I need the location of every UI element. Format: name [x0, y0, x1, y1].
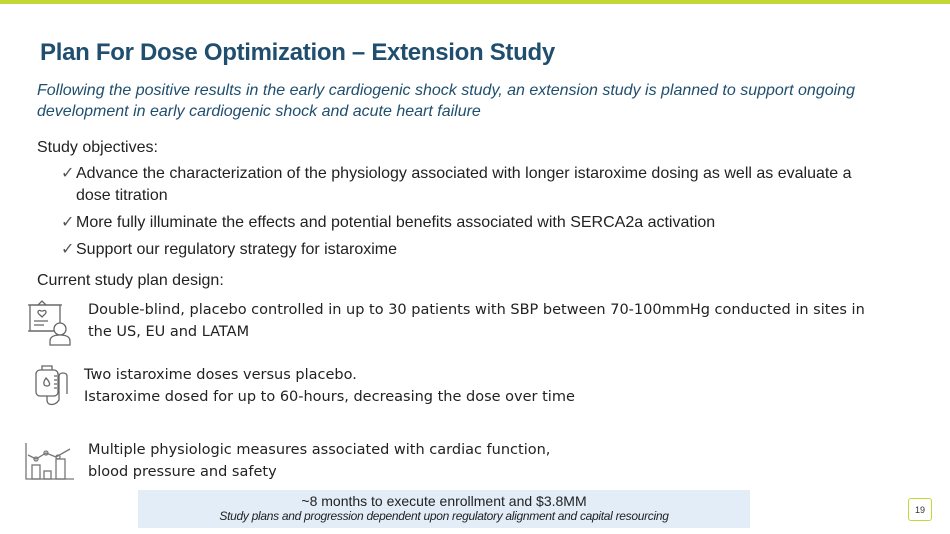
design-heading: Current study plan design: [37, 272, 224, 289]
check-icon: ✓ [61, 165, 75, 182]
check-icon: ✓ [61, 241, 75, 258]
design-item: Double-blind, placebo controlled in up to 30 patients with SBP between 70-100mmHg conducted in sites in the US, EU and LATAM [24, 299, 918, 347]
design-item: Two istaroxime doses versus placebo. Istaroxime dosed for up to 60-hours, decreasing the dose over time [24, 364, 575, 412]
subtitle: Following the positive results in the early cardiogenic shock study, an extension study is planned to support ongoing development in early cardiogenic shock and acute heart failure [37, 82, 855, 120]
objectives-heading: Study objectives: [37, 139, 158, 156]
objective-item: ✓ More fully illuminate the effects and potential benefits associated with SERCA2a activation [61, 212, 881, 234]
summary-banner: ~8 months to execute enrollment and $3.8MM Study plans and progression dependent upon regulatory alignment and capital resourcing [138, 490, 750, 528]
bar-line-chart-icon [24, 439, 76, 487]
objective-item: ✓ Support our regulatory strategy for istaroxime [61, 239, 881, 261]
objectives-list [61, 163, 881, 266]
presentation-doctor-icon [24, 299, 76, 347]
objective-item: ✓ Advance the characterization of the physiology associated with longer istaroxime dosing as well as evaluate a dose titration [61, 163, 881, 207]
page-number: 19 [908, 498, 932, 521]
page-title: Plan For Dose Optimization – Extension Study [40, 39, 555, 66]
design-item: Multiple physiologic measures associated with cardiac function, blood pressure and safety [24, 439, 550, 487]
top-accent-bar [0, 0, 950, 4]
iv-bag-icon [24, 364, 76, 412]
check-icon: ✓ [61, 214, 75, 231]
